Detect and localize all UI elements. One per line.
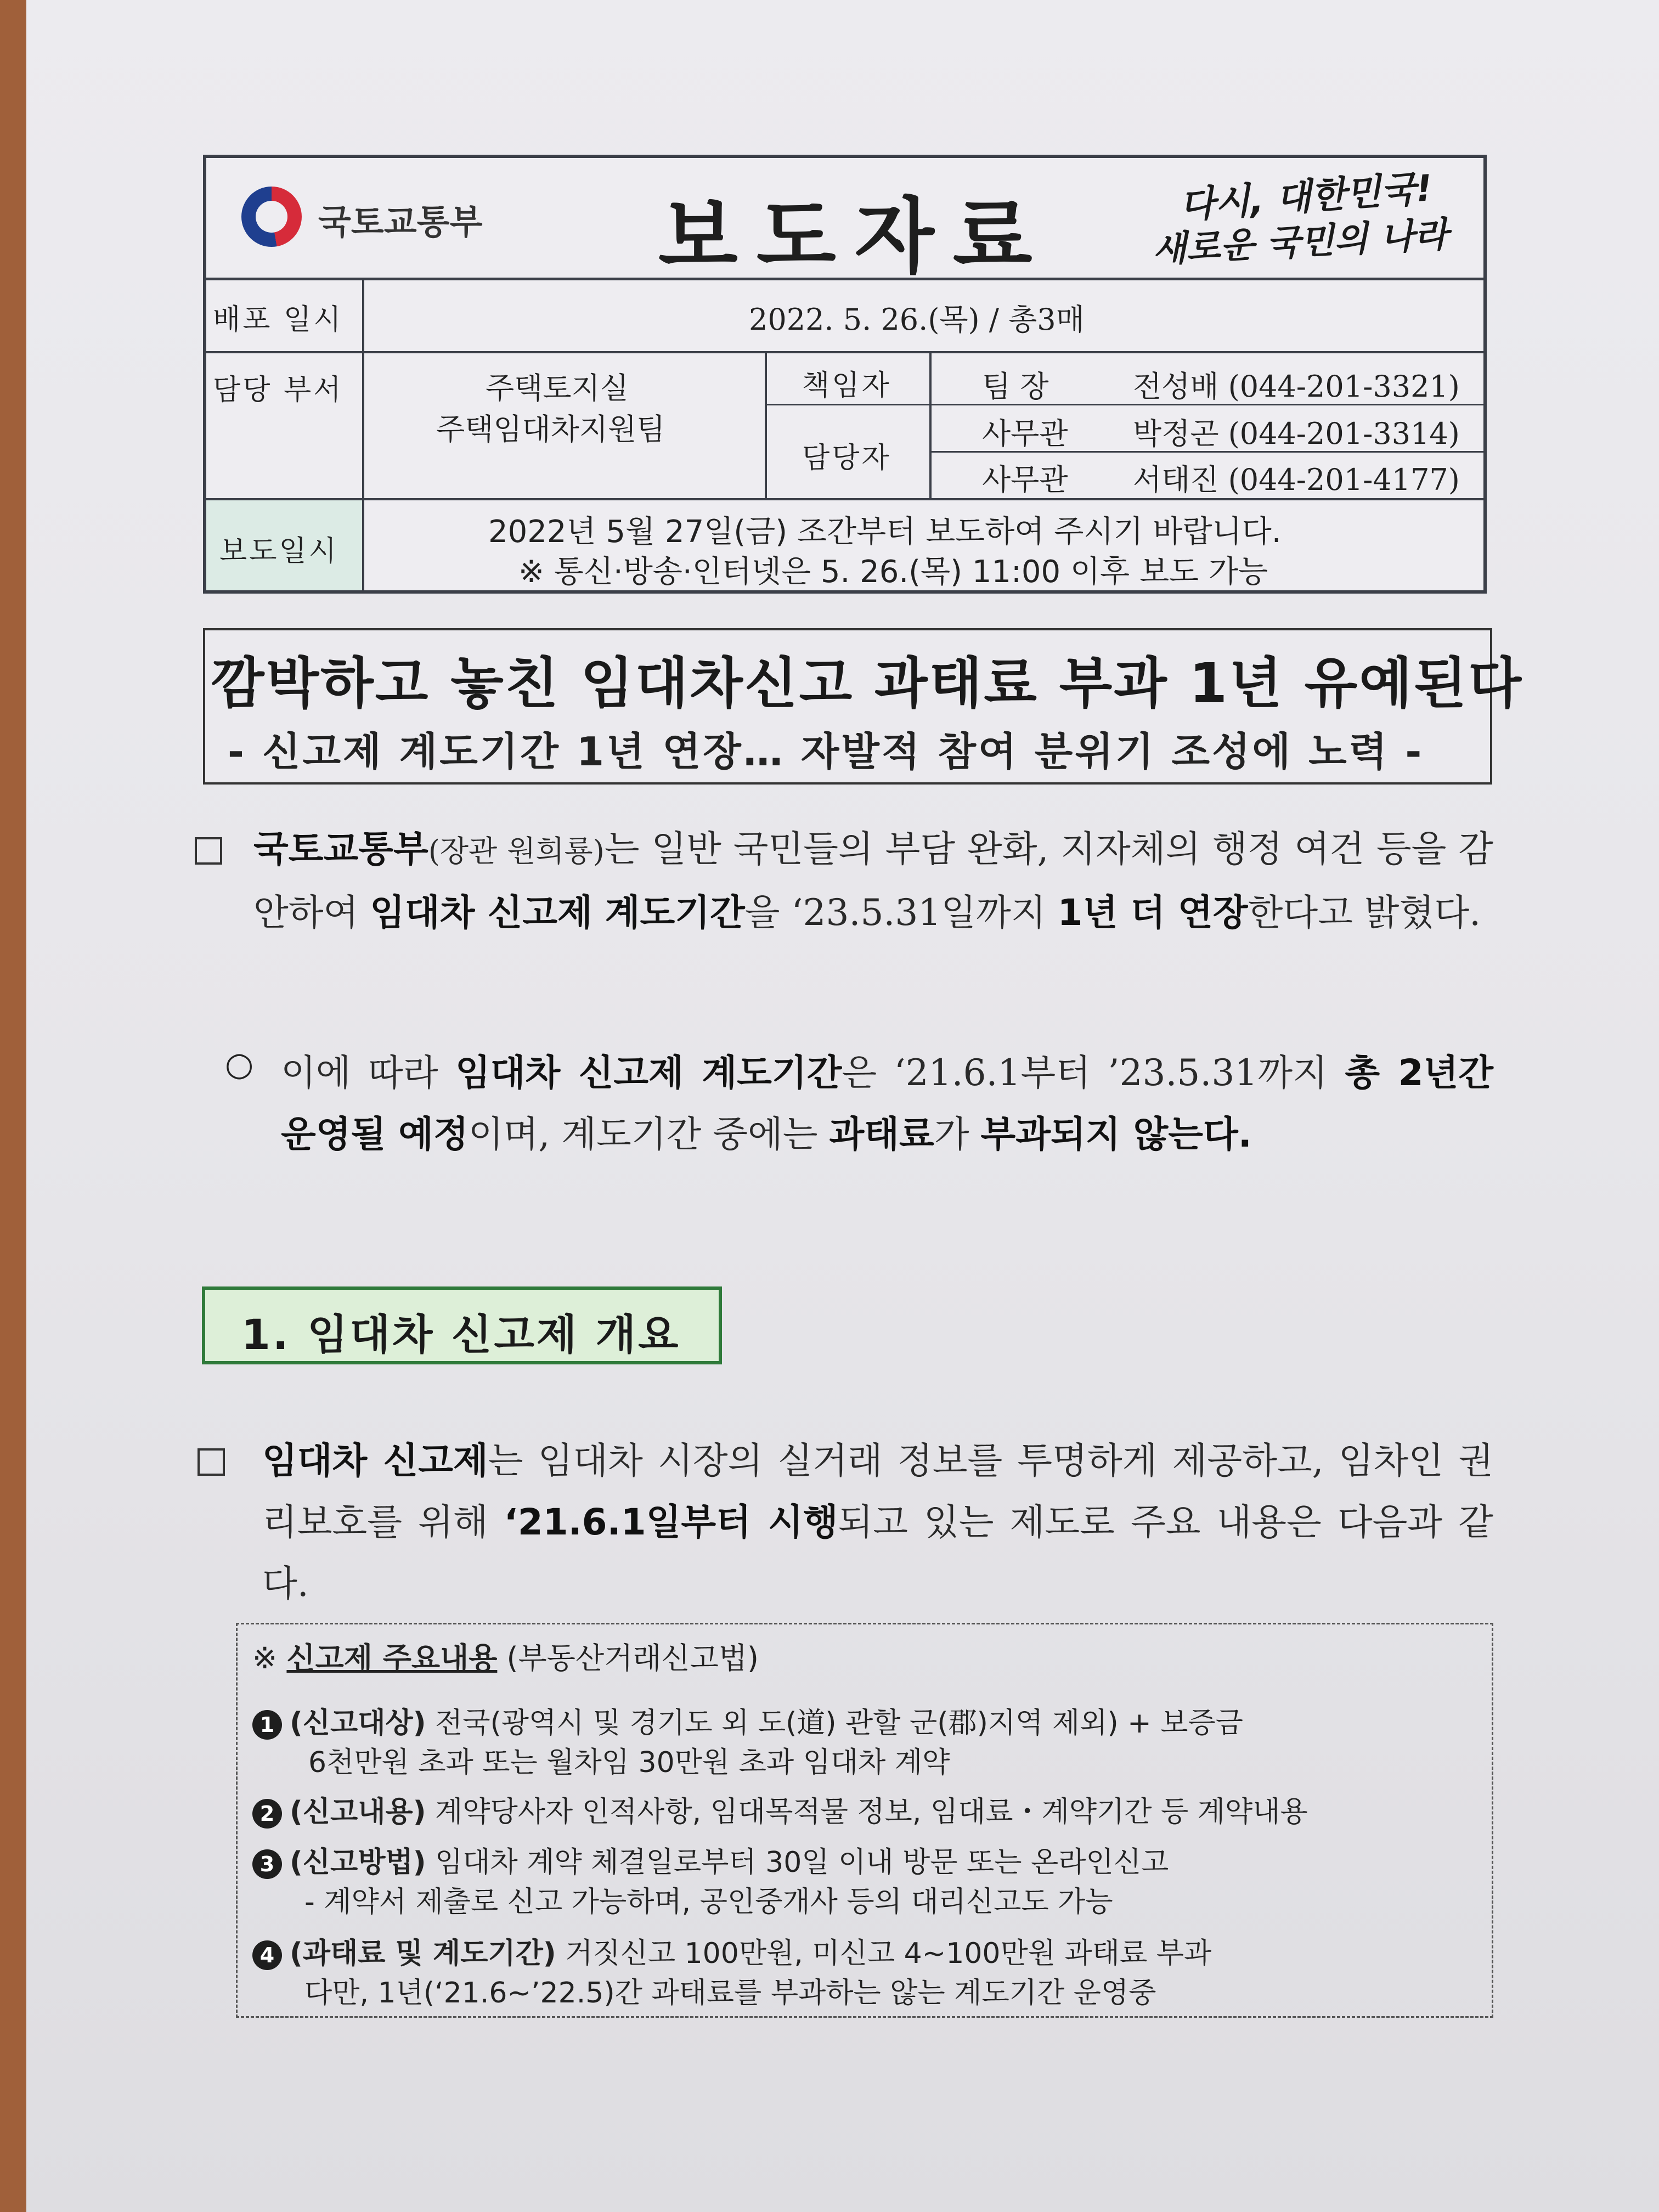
paragraph-1: [253, 819, 1493, 944]
divider: [929, 351, 932, 498]
divider: [362, 278, 364, 594]
item-head: (과태료 및 계도기간): [290, 1937, 556, 1970]
dept-label: 담당 부서: [213, 374, 343, 407]
p2-text: 이에 따라: [281, 1052, 455, 1094]
summary-item-1-cont: 6천만원 초과 또는 월차임 30만원 초과 임대차 계약: [308, 1746, 950, 1779]
number-1-icon: 1: [252, 1710, 282, 1740]
divider: [203, 351, 1487, 353]
summary-item-3: [252, 1839, 1169, 1880]
checkbox-bullet-icon: [195, 837, 222, 865]
release-label: 배포 일시: [213, 303, 343, 336]
contact-name: 박정곤 (044-201-3314): [1133, 416, 1460, 451]
slogan-line1: 다시, 대한민국!: [1178, 167, 1434, 227]
summary-title: 신고제 주요내용: [286, 1641, 498, 1675]
p2-bold: 임대차 신고제 계도기간: [455, 1052, 842, 1094]
dept-line2: 주택임대차지원팀: [436, 412, 665, 447]
p1-text: 는 일반 국민들의 부담 완화, 지자체의 행정 여건 등을 감안하여: [253, 828, 1493, 934]
p2-bold: 과태료: [829, 1113, 934, 1155]
embargo-line1: 2022년 5월 27일(금) 조간부터 보도하여 주시기 바랍니다.: [488, 514, 1282, 550]
ministry-name: 국토교통부: [318, 202, 483, 242]
staff-label: 담당자: [802, 442, 891, 475]
embargo-label: 보도일시: [219, 535, 338, 568]
summary-header: [252, 1635, 759, 1677]
p2-bold: 총 2년간 운영될 예정: [281, 1052, 1494, 1155]
item-text: 전국(광역시 및 경기도 외 도(道) 관할 군(郡)지역 제외) + 보증금: [426, 1707, 1243, 1740]
number-3-icon: 3: [252, 1849, 282, 1879]
summary-item-3-cont: - 계약서 제출로 신고 가능하며, 공인중개사 등의 대리신고도 가능: [304, 1886, 1113, 1918]
ministry-logo-icon: [241, 187, 302, 247]
item-text: 계약당사자 인적사항, 임대목적물 정보, 임대료・계약기간 등 계약내용: [426, 1796, 1308, 1829]
summary-item-1: [252, 1700, 1243, 1741]
contact-name: 전성배 (044-201-3321): [1133, 369, 1460, 404]
p3-bold: ‘21.6.1일부터 시행: [504, 1501, 838, 1543]
checkbox-bullet-icon: [198, 1448, 225, 1476]
p3-text: 는 임대차 시장의 실거래 정보를 투명하게 제공하고, 임차인 권리보호를 위해: [262, 1440, 1494, 1543]
p1-bold: 1년 더 연장: [1057, 891, 1248, 934]
p2-text: 이며, 계도기간 중에는: [468, 1113, 830, 1155]
headline-title: 깜박하고 놓친 임대차신고 과태료 부과 1년 유예된다: [211, 651, 1523, 715]
section-heading: 1. 임대차 신고제 개요: [241, 1310, 681, 1359]
embargo-line2: ※ 통신·방송·인터넷은 5. 26.(목) 11:00 이후 보도 가능: [518, 554, 1268, 590]
summary-item-4-cont: 다만, 1년(‘21.6~’22.5)간 과태료를 부과하는 않는 계도기간 운영중: [304, 1977, 1156, 2010]
contact-name: 서태진 (044-201-4177): [1133, 462, 1460, 497]
summary-item-4: [252, 1930, 1211, 1971]
number-4-icon: 4: [252, 1940, 282, 1970]
headline-subtitle: - 신고제 계도기간 1년 연장… 자발적 참여 분위기 조성에 노력 -: [228, 729, 1424, 775]
paragraph-2: [281, 1042, 1493, 1165]
dept-line1: 주택토지실: [486, 371, 629, 405]
divider: [765, 351, 767, 498]
item-head: (신고방법): [290, 1846, 426, 1879]
item-text: 거짓신고 100만원, 미신고 4~100만원 과태료 부과: [556, 1937, 1212, 1970]
p3-text: 되고 있는 제도로 주요 내용은 다음과 같다.: [262, 1501, 1493, 1605]
release-value: 2022. 5. 26.(목) / 총3매: [749, 302, 1085, 337]
number-2-icon: 2: [252, 1799, 282, 1829]
contact-role: 팀 장: [982, 369, 1049, 404]
item-text: 임대차 계약 체결일로부터 30일 이내 방문 또는 온라인신고: [426, 1846, 1169, 1879]
slogan-line2: 새로운 국민의 나라: [1151, 214, 1449, 271]
contact-role: 사무관: [982, 462, 1068, 497]
p2-text: 은 ‘21.6.1부터 ’23.5.31까지: [842, 1052, 1345, 1094]
summary-law: (부동산거래신고법): [506, 1641, 759, 1675]
summary-item-2: [252, 1788, 1308, 1830]
doc-type-title: 보도자료: [658, 189, 1051, 285]
p2-bold: 부과되지 않는다.: [980, 1113, 1252, 1155]
contact-role: 사무관: [982, 416, 1068, 451]
p1-text: 한다고 밝혔다.: [1248, 891, 1481, 934]
p1-text: 을 ‘23.5.31일까지: [744, 891, 1058, 934]
ministry-text: 국토교통부: [253, 828, 428, 870]
paragraph-3: [262, 1430, 1493, 1615]
note-mark: ※: [252, 1641, 278, 1675]
p3-bold: 임대차 신고제: [262, 1440, 488, 1482]
p2-text: 가: [934, 1113, 981, 1155]
minister-text: (장관 원희룡): [428, 834, 605, 868]
p1-bold: 임대차 신고제 계도기간: [370, 891, 745, 934]
item-head: (신고대상): [290, 1707, 426, 1740]
responsible-label: 책임자: [802, 369, 891, 402]
circle-bullet-icon: ○: [225, 1045, 254, 1084]
item-head: (신고내용): [290, 1796, 426, 1829]
